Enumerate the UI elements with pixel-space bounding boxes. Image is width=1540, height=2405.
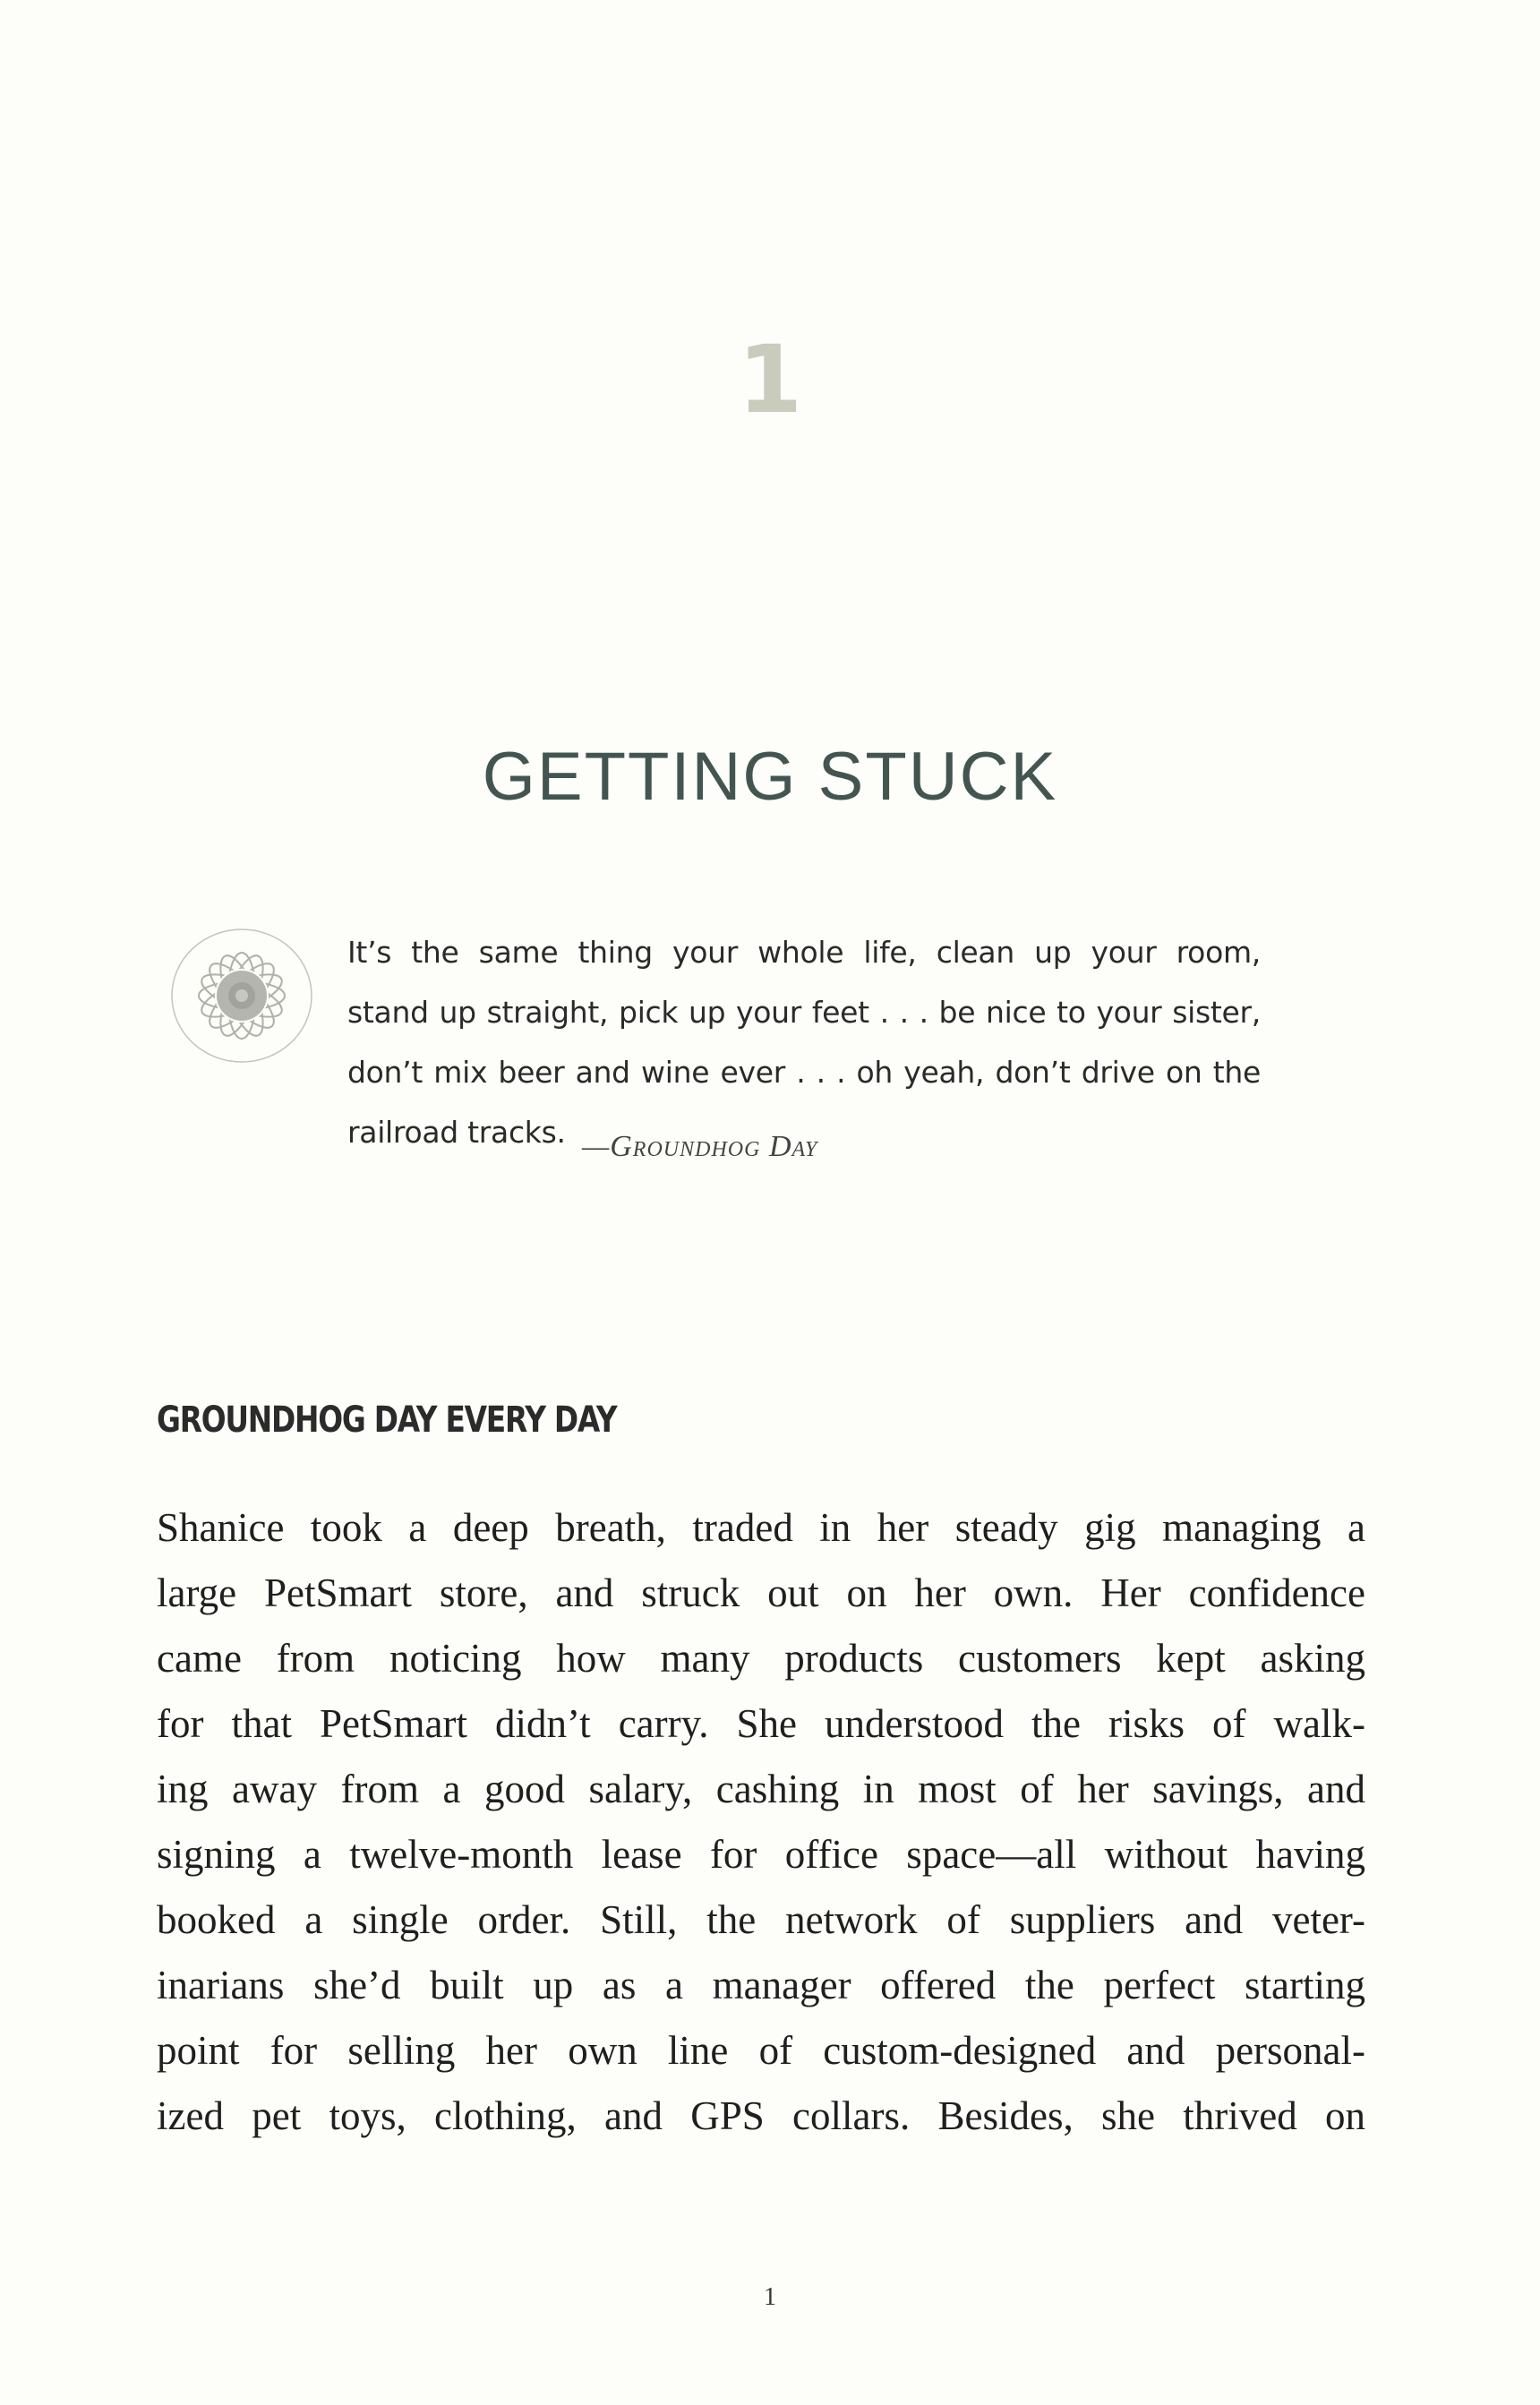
body-line: Shanice took a deep breath, traded in her steady gig managing a — [157, 1505, 1365, 1550]
body-line: for that PetSmart didn’t carry. She understood the risks of walk- — [157, 1701, 1365, 1746]
epigraph-line: stand up straight, pick up your feet . . . be nice to your sister, — [347, 995, 1261, 1030]
body-line: signing a twelve-month lease for office space—all without having — [157, 1832, 1365, 1877]
page-number: 1 — [764, 2283, 776, 2311]
chapter-title: GETTING STUCK — [482, 739, 1058, 815]
body-line: point for selling her own line of custom-designed and personal- — [157, 2028, 1365, 2073]
body-line: large PetSmart store, and struck out on her own. Her confidence — [157, 1571, 1365, 1615]
body-line: came from noticing how many products customers kept asking — [157, 1636, 1365, 1681]
body-line: ing away from a good salary, cashing in most of her savings, and — [157, 1767, 1365, 1811]
epigraph-line: railroad tracks. — [347, 1115, 566, 1150]
epigraph-attribution: —Groundhog Day — [582, 1130, 818, 1163]
section-heading: GROUNDHOG DAY EVERY DAY — [157, 1399, 617, 1441]
chapter-number: 1 — [737, 325, 803, 434]
epigraph-line: don’t mix beer and wine ever . . . oh yeah, don’t drive on the — [347, 1055, 1261, 1090]
epigraph-quote — [347, 922, 1261, 1162]
daisy-flower-icon — [163, 922, 320, 1070]
body-line: inarians she’d built up as a manager offered the perfect starting — [157, 1963, 1365, 2007]
body-paragraph — [157, 1495, 1365, 2149]
body-line: ized pet toys, clothing, and GPS collars. Besides, she thrived on — [157, 2093, 1365, 2138]
epigraph-line: It’s the same thing your whole life, clean up your room, — [347, 935, 1261, 970]
body-line: booked a single order. Still, the network of suppliers and veter- — [157, 1897, 1365, 1942]
